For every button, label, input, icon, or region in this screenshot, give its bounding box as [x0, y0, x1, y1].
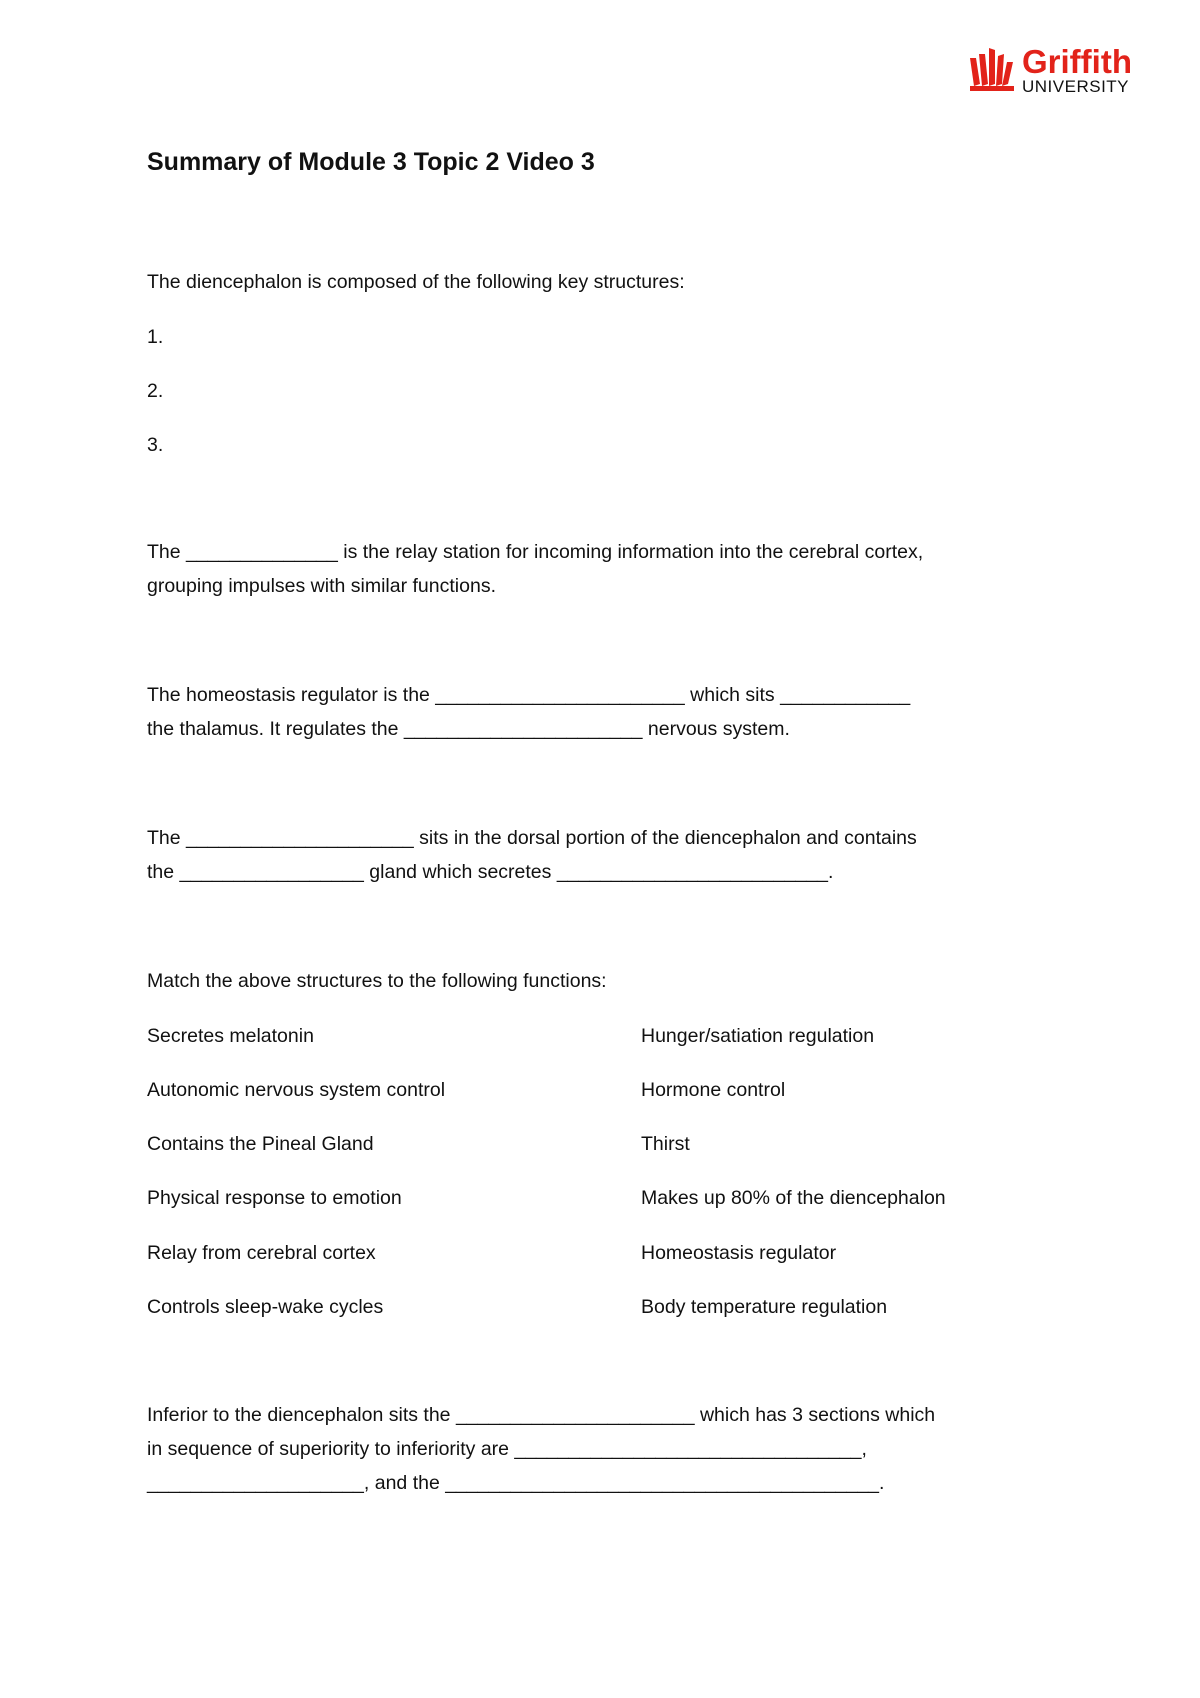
hypothalamus-line-2: the thalamus. It regulates the ______________________ nervous system.: [147, 718, 790, 740]
brainstem-line-3: ____________________, and the ________________________________________.: [147, 1472, 885, 1494]
list-item-1: 1.: [147, 326, 164, 348]
logo-subtitle: UNIVERSITY: [1022, 77, 1130, 96]
function-left-1: Secretes melatonin: [147, 1025, 314, 1047]
page-title: Summary of Module 3 Topic 2 Video 3: [147, 148, 595, 176]
hypothalamus-line-1: The homeostasis regulator is the _______________________ which sits ____________: [147, 684, 911, 706]
thalamus-line-1: The ______________ is the relay station for incoming information into the cerebral cortex,: [147, 541, 924, 563]
brainstem-line-2: in sequence of superiority to inferiority are ________________________________,: [147, 1438, 867, 1460]
function-right-5: Homeostasis regulator: [641, 1242, 837, 1264]
intro-text: The diencephalon is composed of the following key structures:: [147, 271, 685, 293]
function-right-6: Body temperature regulation: [641, 1296, 888, 1318]
griffith-logo-icon: [968, 46, 1146, 96]
list-item-3: 3.: [147, 434, 164, 456]
thalamus-line-2: grouping impulses with similar functions.: [147, 575, 496, 597]
function-right-1: Hunger/satiation regulation: [641, 1025, 875, 1047]
function-left-4: Physical response to emotion: [147, 1187, 402, 1209]
griffith-university-logo: [968, 46, 1146, 96]
function-right-2: Hormone control: [641, 1079, 786, 1101]
list-item-2: 2.: [147, 380, 164, 402]
brainstem-line-1: Inferior to the diencephalon sits the ______________________ which has 3 sections which: [147, 1404, 936, 1426]
epithalamus-line-1: The _____________________ sits in the dorsal portion of the diencephalon and contains: [147, 827, 917, 849]
function-left-2: Autonomic nervous system control: [147, 1079, 446, 1101]
function-right-3: Thirst: [641, 1133, 690, 1155]
function-right-4: Makes up 80% of the diencephalon: [641, 1187, 946, 1209]
epithalamus-line-2: the _________________ gland which secretes _________________________.: [147, 861, 834, 883]
function-left-5: Relay from cerebral cortex: [147, 1242, 376, 1264]
function-left-3: Contains the Pineal Gland: [147, 1133, 374, 1155]
logo-name: Griffith: [1022, 46, 1132, 80]
match-heading: Match the above structures to the following functions:: [147, 970, 607, 992]
function-left-6: Controls sleep-wake cycles: [147, 1296, 384, 1318]
